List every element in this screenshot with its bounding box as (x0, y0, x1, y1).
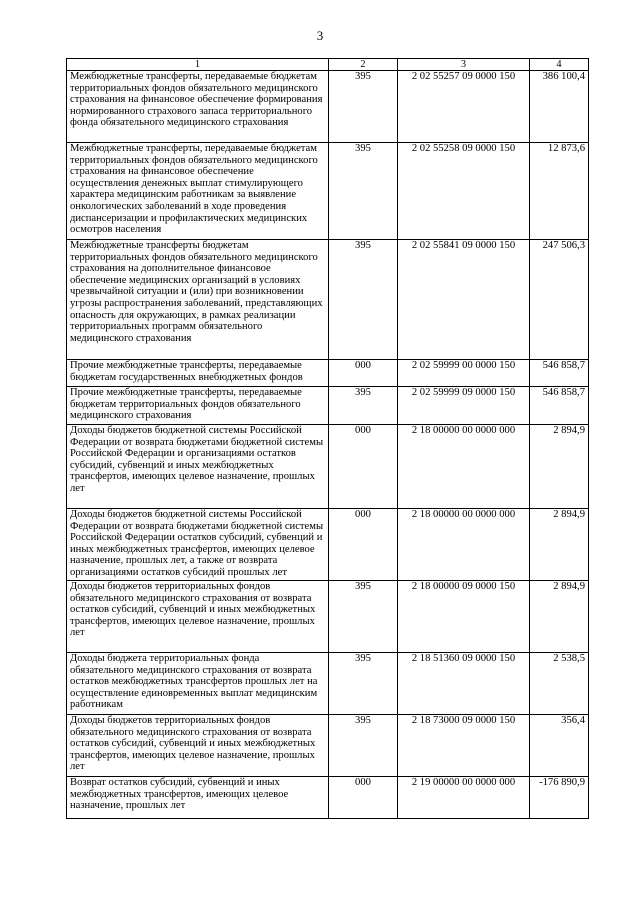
row-budget-code: 2 02 55841 09 0000 150 (398, 240, 530, 360)
row-description: Доходы бюджетов территориальных фондов обязательного медицинского страхования от возврата остатков субсидий, субвенций и иных межбюджетных трансфертов, имеющих целевое назначение, прошлых лет (67, 581, 329, 653)
table-row (67, 425, 589, 509)
row-amount: 2 894,9 (530, 425, 589, 509)
table-row (67, 715, 589, 777)
table-row (67, 143, 589, 240)
row-budget-code: 2 02 59999 00 0000 150 (398, 360, 530, 387)
row-description: Доходы бюджетов бюджетной системы Российской Федерации от возврата бюджетами бюджетной системы Российской Федерации и организациями остатков субсидий, субвенций и иных межбюджетных трансфертов, имеющих целевое назначение, прошлых лет (67, 425, 329, 509)
row-amount: 546 858,7 (530, 360, 589, 387)
row-amount: -176 890,9 (530, 777, 589, 819)
table-row (67, 71, 589, 143)
row-budget-code: 2 18 51360 09 0000 150 (398, 653, 530, 715)
column-header-3: 3 (398, 59, 530, 71)
row-budget-code: 2 02 55257 09 0000 150 (398, 71, 530, 143)
table-row (67, 360, 589, 387)
row-amount: 12 873,6 (530, 143, 589, 240)
row-amount: 2 894,9 (530, 581, 589, 653)
row-amount: 356,4 (530, 715, 589, 777)
row-description: Доходы бюджетов территориальных фондов обязательного медицинского страхования от возврата остатков субсидий, субвенций и иных межбюджетных трансфертов, имеющих целевое назначение, прошлых лет (67, 715, 329, 777)
row-description: Прочие межбюджетные трансферты, передаваемые бюджетам государственных внебюджетных фондов (67, 360, 329, 387)
column-header-1: 1 (67, 59, 329, 71)
budget-revenue-table (66, 58, 589, 819)
row-admin-code: 395 (329, 581, 398, 653)
row-admin-code: 000 (329, 509, 398, 581)
table-row (67, 777, 589, 819)
column-header-4: 4 (530, 59, 589, 71)
row-budget-code: 2 19 00000 00 0000 000 (398, 777, 530, 819)
row-amount: 546 858,7 (530, 387, 589, 425)
row-budget-code: 2 18 00000 00 0000 000 (398, 425, 530, 509)
table-header-row (67, 59, 589, 71)
row-admin-code: 395 (329, 387, 398, 425)
row-description: Межбюджетные трансферты бюджетам территориальных фондов обязательного медицинского страхования на дополнительное финансовое обеспечение медицинских организаций в условиях чрезвычайной ситуации и (или) при возникновении угрозы распространения заболеваний, представляющих опасность для окружающих, в рамках реализации территориальных программ обязательного медицинского страхования (67, 240, 329, 360)
row-description: Возврат остатков субсидий, субвенций и иных межбюджетных трансфертов, имеющих целевое назначение, прошлых лет (67, 777, 329, 819)
row-admin-code: 000 (329, 425, 398, 509)
row-amount: 386 100,4 (530, 71, 589, 143)
row-admin-code: 395 (329, 715, 398, 777)
page-number: 3 (316, 28, 324, 43)
row-admin-code: 000 (329, 777, 398, 819)
row-description: Доходы бюджета территориальных фонда обязательного медицинского страхования от возврата остатков межбюджетных трансфертов прошлых лет на осуществление единовременных выплат медицинским работникам (67, 653, 329, 715)
table-row (67, 509, 589, 581)
row-admin-code: 395 (329, 240, 398, 360)
table-row (67, 387, 589, 425)
table-row (67, 581, 589, 653)
row-admin-code: 395 (329, 71, 398, 143)
row-budget-code: 2 02 55258 09 0000 150 (398, 143, 530, 240)
row-amount: 247 506,3 (530, 240, 589, 360)
row-description: Межбюджетные трансферты, передаваемые бюджетам территориальных фондов обязательного медицинского страхования на финансовое обеспечение осуществления денежных выплат стимулирующего характера медицинским работникам за выявление онкологических заболеваний в ходе проведения диспансеризации и профилактических медицинских осмотров населения (67, 143, 329, 240)
row-amount: 2 894,9 (530, 509, 589, 581)
row-budget-code: 2 18 00000 09 0000 150 (398, 581, 530, 653)
row-amount: 2 538,5 (530, 653, 589, 715)
row-description: Межбюджетные трансферты, передаваемые бюджетам территориальных фондов обязательного медицинского страхования на финансовое обеспечение формирования нормированного страхового запаса территориального фонда обязательного медицинского страхования (67, 71, 329, 143)
table-row (67, 653, 589, 715)
row-budget-code: 2 18 73000 09 0000 150 (398, 715, 530, 777)
row-admin-code: 000 (329, 360, 398, 387)
row-admin-code: 395 (329, 143, 398, 240)
row-budget-code: 2 18 00000 00 0000 000 (398, 509, 530, 581)
row-admin-code: 395 (329, 653, 398, 715)
column-header-2: 2 (329, 59, 398, 71)
row-description: Доходы бюджетов бюджетной системы Российской Федерации от возврата бюджетами бюджетной системы Российской Федерации остатков субсидий, субвенций и иных межбюджетных трансфертов, имеющих целевое назначение, прошлых лет, а также от возврата организациями остатков субсидий прошлых лет (67, 509, 329, 581)
row-description: Прочие межбюджетные трансферты, передаваемые бюджетам территориальных фондов обязательного медицинского страхования (67, 387, 329, 425)
row-budget-code: 2 02 59999 09 0000 150 (398, 387, 530, 425)
table-row (67, 240, 589, 360)
